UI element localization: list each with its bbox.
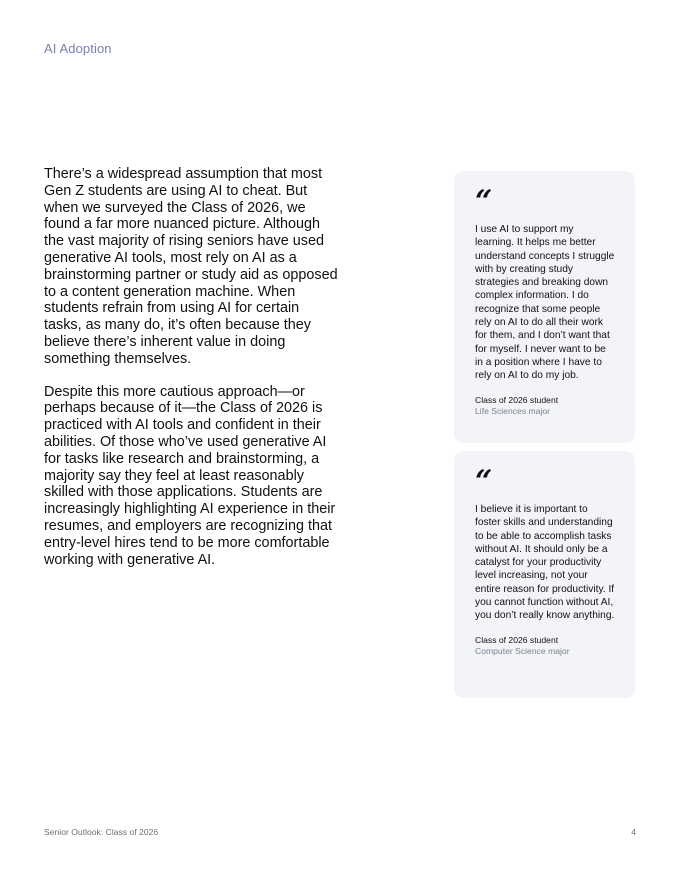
quote-author: Class of 2026 student bbox=[475, 394, 559, 405]
quote-attribution bbox=[475, 395, 615, 418]
quote-text: I use AI to support my learning. It helps me better understand concepts I struggle with by creating study strategies and breaking down complex information. I do recognize that some people rely on AI to do all their work for them, and I don’t want that for myself. I never want to be in a position where I have to rely on AI to do my job. bbox=[475, 224, 615, 382]
quote-mark-icon: “ bbox=[475, 464, 493, 499]
quote-mark-icon: “ bbox=[475, 184, 493, 219]
quote-card-2 bbox=[454, 451, 635, 698]
quote-author: Class of 2026 student bbox=[475, 634, 559, 645]
footer-publication: Senior Outlook: Class of 2026 bbox=[44, 827, 159, 837]
page-number: 4 bbox=[631, 827, 636, 837]
quote-attribution bbox=[475, 635, 615, 658]
body-text bbox=[44, 166, 340, 584]
quote-card-1 bbox=[454, 171, 635, 443]
body-paragraph-1: There’s a widespread assumption that most Gen Z students are using AI to cheat. But when we surveyed the Class of 2026, we found a far more nuanced picture. Although the vast majority of rising seniors have used generative AI tools, most rely on AI as a brainstorming partner or study aid as opposed to a content generation machine. When students refrain from using AI for certain tasks, as many do, it’s often because they believe there’s inherent value in doing something themselves. bbox=[44, 166, 338, 367]
body-paragraph-2: Despite this more cautious approach—or perhaps because of it—the Class of 2026 is practiced with AI tools and confident in their abilities. Of those who’ve used generative AI for tasks like research and brainstorming, a majority say they feel at least reasonably skilled with those applications. Students are increasingly highlighting AI experience in their resumes, and employers are recognizing that entry-level hires tend to be more comfortable working with generative AI. bbox=[44, 383, 336, 568]
quote-text: I believe it is important to foster skills and understanding to be able to accomplish tasks without AI. It should only be a catalyst for your productivity level increasing, not your entire reason for productivity. If you cannot function without AI, you don’t really know anything. bbox=[475, 504, 615, 622]
section-label: AI Adoption bbox=[44, 41, 112, 56]
quote-author-major: Life Sciences major bbox=[475, 406, 550, 417]
quote-author-major: Computer Science major bbox=[475, 646, 570, 657]
